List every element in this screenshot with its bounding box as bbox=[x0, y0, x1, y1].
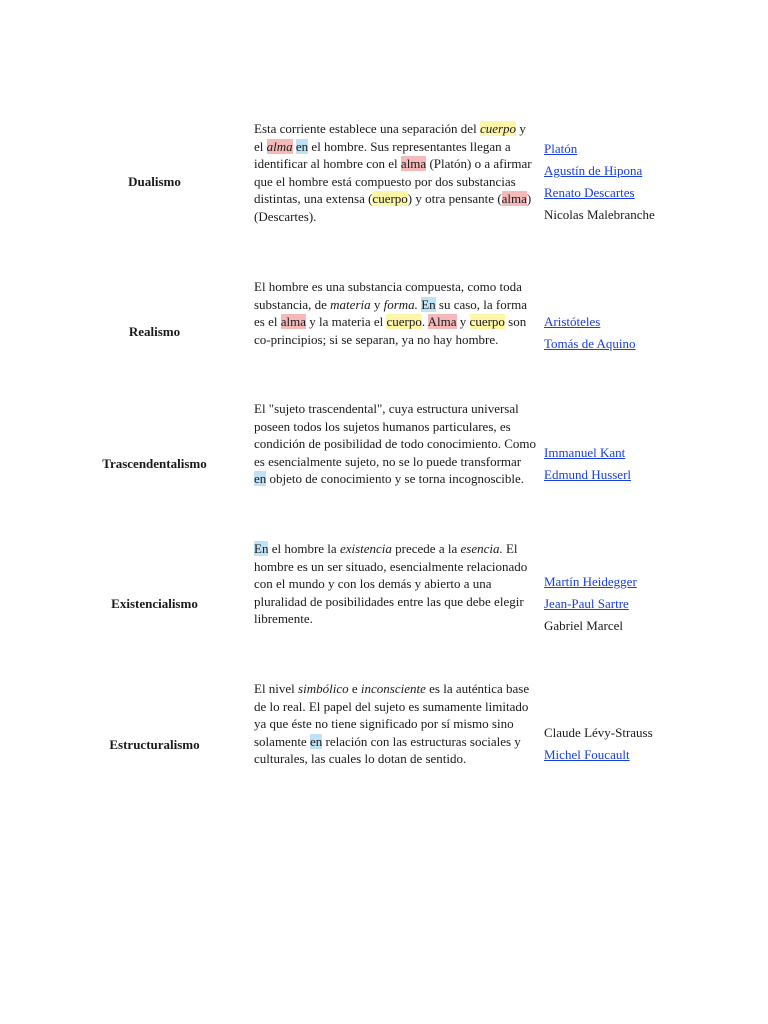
author-list bbox=[544, 442, 744, 486]
description bbox=[254, 278, 536, 348]
text-segment: existencia bbox=[339, 541, 392, 556]
author-list bbox=[544, 571, 744, 637]
highlighted-word: En bbox=[254, 541, 269, 556]
highlighted-word: alma bbox=[280, 314, 306, 329]
text-segment: su caso, la forma es el bbox=[254, 296, 527, 329]
text-segment: El nivel bbox=[254, 681, 299, 696]
text-segment: simbólico bbox=[298, 681, 349, 696]
highlighted-word: Alma bbox=[427, 314, 457, 329]
author-link[interactable]: Agustín de Hipona bbox=[544, 163, 643, 178]
highlighted-word: alma bbox=[266, 138, 293, 154]
author-link[interactable]: Immanuel Kant bbox=[544, 445, 626, 460]
description bbox=[254, 400, 536, 488]
text-segment: El hombre es una substancia compuesta, como toda substancia, de bbox=[254, 279, 522, 312]
highlighted-word: en bbox=[295, 138, 309, 154]
text-segment: forma. bbox=[383, 296, 418, 312]
text-segment: El "sujeto trascendental", cuya estructura universal poseen todos los sujetos humanos particulares, es condición de posibilidad de todo conocimiento. Como es esencialmente sujeto, no se lo puede transformar bbox=[254, 401, 536, 469]
term-label: Realismo bbox=[128, 324, 181, 339]
text-segment: precede a la bbox=[391, 541, 461, 556]
author-link[interactable]: Tomás de Aquino bbox=[544, 336, 636, 351]
author-link[interactable]: Martín Heidegger bbox=[544, 574, 637, 589]
author-list bbox=[544, 138, 744, 226]
text-segment: esencia. bbox=[460, 541, 503, 556]
text-segment: y el bbox=[254, 121, 526, 154]
text-segment: el hombre la bbox=[268, 541, 340, 556]
author-link[interactable]: Michel Foucault bbox=[544, 747, 630, 762]
highlighted-word: en bbox=[254, 471, 267, 486]
text-segment: y la materia el bbox=[305, 314, 387, 329]
term-label: Trascendentalismo bbox=[102, 456, 207, 471]
highlighted-word: cuerpo bbox=[386, 314, 422, 329]
text-segment: e bbox=[348, 681, 361, 696]
author-link[interactable]: Aristóteles bbox=[544, 314, 601, 329]
author-link[interactable]: Edmund Husserl bbox=[544, 467, 632, 482]
highlighted-word: en bbox=[309, 733, 323, 749]
author-link[interactable]: Platón bbox=[544, 141, 578, 156]
text-segment: el hombre. Sus representantes llegan a identificar al hombre con el bbox=[254, 138, 511, 171]
term-label: Dualismo bbox=[128, 174, 181, 189]
text-segment: materia bbox=[330, 296, 371, 312]
highlighted-word: cuerpo bbox=[372, 191, 408, 206]
text-segment: y bbox=[370, 296, 384, 312]
author-name: Nicolas Malebranche bbox=[544, 207, 655, 222]
highlighted-word: alma bbox=[501, 191, 527, 206]
text-segment: objeto de conocimiento y se torna incognoscible. bbox=[266, 471, 525, 486]
highlighted-word: En bbox=[421, 296, 436, 312]
text-segment: . bbox=[421, 314, 428, 329]
author-name: Claude Lévy-Strauss bbox=[544, 725, 653, 740]
author-list bbox=[544, 722, 744, 766]
text-segment: ) y otra pensante ( bbox=[407, 191, 502, 206]
text-segment: El hombre es un ser situado, esencialmente relacionado con el mundo y con los demás y abierto a una pluralidad de posibilidades entre las que debe elegir libremente. bbox=[254, 541, 528, 626]
text-segment: Esta corriente establece una separación del bbox=[254, 121, 480, 136]
text-segment: inconsciente bbox=[360, 681, 426, 696]
text-segment: relación con las estructuras sociales y culturales, las cuales lo dotan de sentido. bbox=[254, 733, 521, 766]
author-list bbox=[544, 311, 744, 355]
text-segment: es la auténtica base de lo real. El papel del sujeto es sumamente limitado ya que éste no tiene significado por sí mismo sino solamente bbox=[254, 681, 530, 749]
author-name: Gabriel Marcel bbox=[544, 618, 624, 633]
term-label: Estructuralismo bbox=[109, 737, 200, 752]
term-label: Existencialismo bbox=[111, 596, 198, 611]
text-segment: son co-principios; si se separan, ya no hay hombre. bbox=[254, 314, 527, 347]
highlighted-word: cuerpo bbox=[479, 121, 517, 136]
description bbox=[254, 540, 536, 628]
author-link[interactable]: Jean-Paul Sartre bbox=[544, 596, 629, 611]
description bbox=[254, 120, 536, 225]
text-segment: y bbox=[456, 314, 470, 329]
highlighted-word: alma bbox=[400, 156, 427, 171]
text-segment: (Platón) o a afirmar que el hombre está compuesto por dos substancias distintas, una extensa ( bbox=[254, 156, 532, 206]
author-link[interactable]: Renato Descartes bbox=[544, 185, 635, 200]
description bbox=[254, 680, 536, 768]
highlighted-word: cuerpo bbox=[469, 314, 505, 329]
text-segment: ) (Descartes). bbox=[254, 191, 532, 224]
